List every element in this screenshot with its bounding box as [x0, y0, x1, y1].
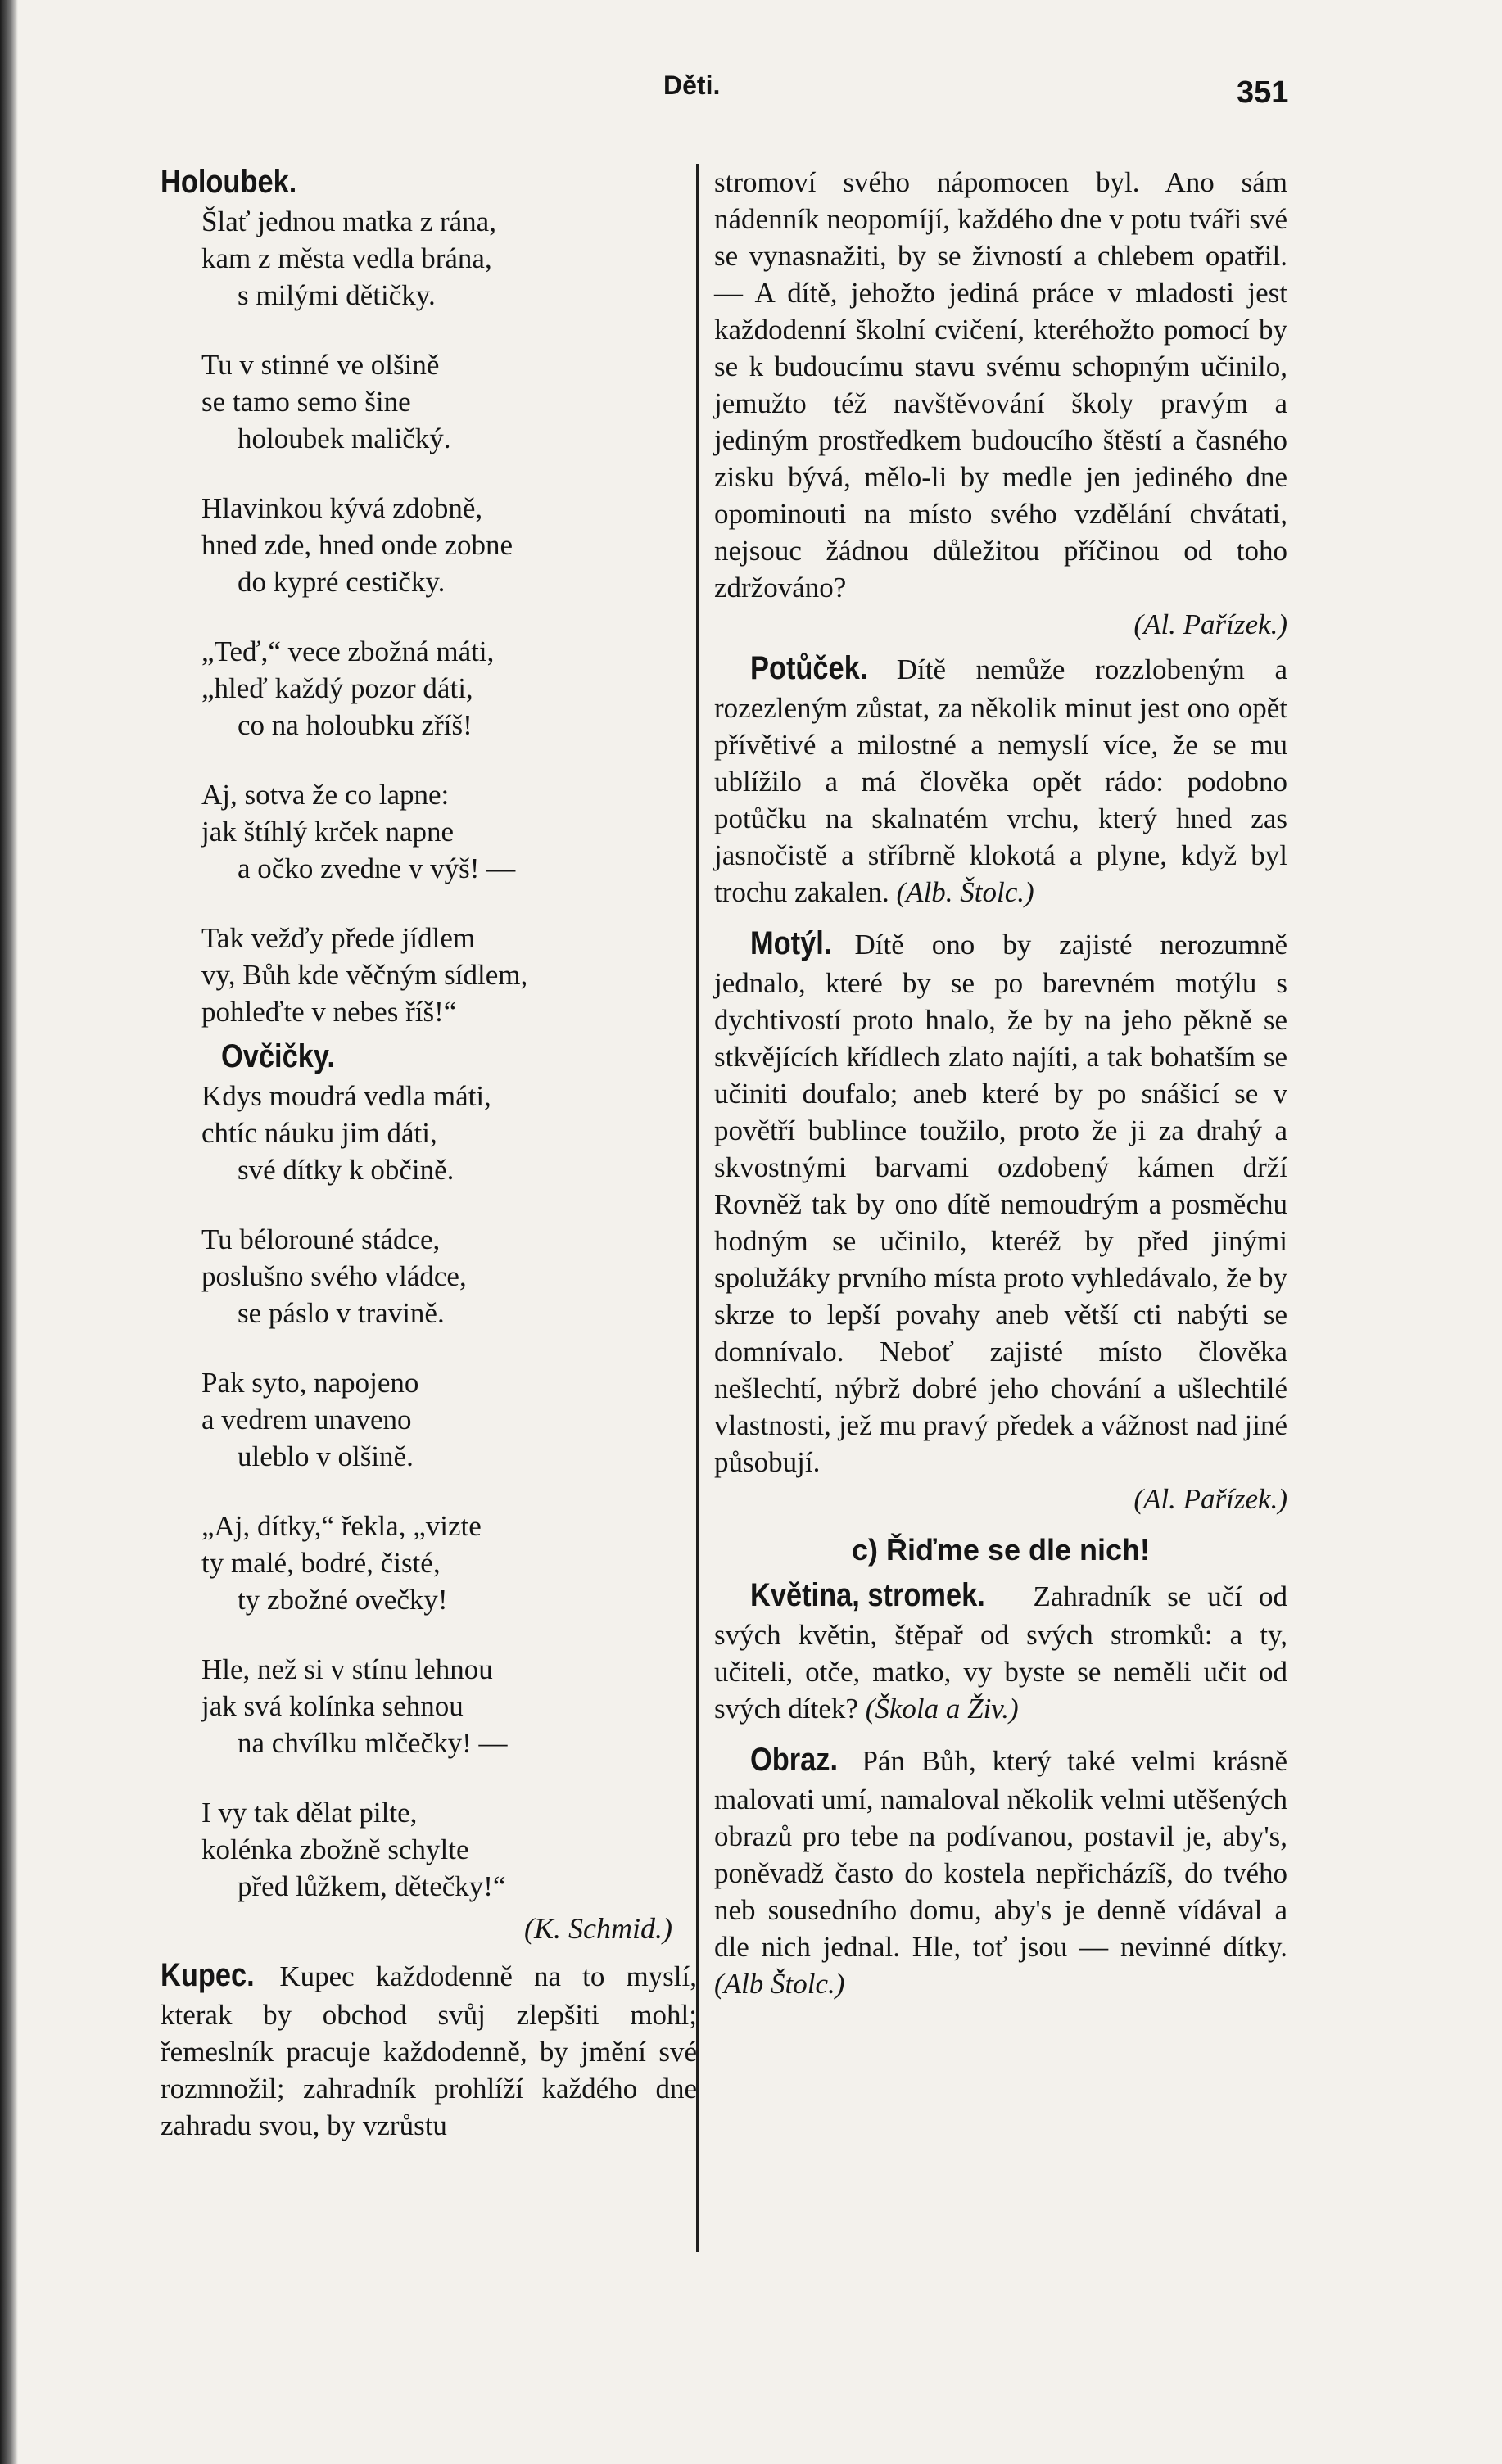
paragraph-text: Dítě nemůže rozzlobeným a rozezleným zůstat, za několik minut jest ono opět přívětivé a milostné a nemyslí více, že se mu ublížilo a má člověka opět rádo: podobno potůčku na skalnatém vrchu, který hned zas jasnočistě a stříbrně klokotá a plyne, když byl trochu zakalen. — [714, 653, 1287, 908]
paragraph-continuation — [714, 164, 1287, 606]
paragraph-text: Kupec každodenně na to myslí, kterak by obchod svůj zlepšiti mohl; řemeslník pracuje každodenně, by jmění své rozmnožil; zahradník prohlíží každého dne zahradu svou, by vzrůstu — [161, 1960, 697, 2141]
paragraph-text: stromoví svého nápomocen byl. Ano sám nádenník neopomíjí, každého dne v potu tváři své se vynasnažiti, by se živností a chlebem opatřil. — A dítě, jehožto jediná práce v mladosti jest každodenní školní cvičení, kteréhožto pomocí by se k budoucímu stavu svému schopným učinilo, jemužto též navštěvování školy pravým a jediným prostředkem budoucího štěstí a časného zisku bývá, mělo-li by medle jen jediného dne opominouti na místo svého vzdělání chvátati, nejsouc žádnou důležitou příčinou od toho zdržováno? — [714, 166, 1287, 604]
stanza — [161, 920, 697, 1030]
poem-title: Ovčičky. — [221, 1038, 335, 1074]
verse-line: a očko zvedne v výš! — — [238, 852, 516, 884]
poem-title: Holoubek. — [161, 164, 297, 200]
verse-line: jak svá kolínka sehnou — [201, 1690, 464, 1722]
verse-line: ty zbožné ovečky! — [238, 1584, 448, 1616]
verse-line: Aj, sotva že co lapne: — [201, 779, 450, 811]
left-column — [161, 160, 697, 2144]
stanza — [161, 1364, 697, 1475]
verse-line: ty malé, bodré, čisté, — [201, 1547, 441, 1579]
stanza — [161, 490, 697, 600]
verse-line: kam z města vedla brána, — [201, 242, 492, 274]
stanza — [161, 1794, 697, 1905]
stanza — [161, 1508, 697, 1618]
poem-holoubek — [161, 160, 697, 1030]
attribution: (Al. Pařízek.) — [1133, 1483, 1287, 1515]
verse-line: na chvílku mlčečky! — — [238, 1727, 508, 1759]
paragraph-kupec — [161, 1954, 697, 2144]
verse-line: Pak syto, napojeno — [201, 1367, 419, 1399]
verse-line: pohleďte v nebes říš!“ — [201, 996, 457, 1028]
verse-line: Hlavinkou kývá zdobně, — [201, 492, 483, 524]
verse-line: co na holoubku zříš! — [238, 709, 473, 741]
section-heading: c) Řiďme se dle nich! — [852, 1533, 1150, 1567]
stanza — [161, 1651, 697, 1761]
verse-line: se páslo v travině. — [238, 1297, 445, 1329]
verse-line: Tu bélorouné stádce, — [201, 1223, 441, 1255]
right-column — [714, 164, 1287, 2002]
attribution: (Alb. Štolc.) — [896, 876, 1034, 908]
verse-line: Šlať jednou matka z rána, — [201, 206, 496, 237]
verse-line: poslušno svého vládce, — [201, 1260, 467, 1292]
verse-line: a vedrem unaveno — [201, 1404, 412, 1435]
verse-line: své dítky k občině. — [238, 1154, 455, 1186]
page-number: 351 — [1237, 75, 1289, 110]
verse-line: kolénka zbožně schylte — [201, 1833, 469, 1865]
verse-line: do kypré cestičky. — [238, 566, 446, 598]
running-header: Děti. — [663, 70, 721, 100]
paragraph-text: Dítě ono by zajisté nerozumně jednalo, které by se po barevném motýlu s dychtivostí proto hnalo, že by na jeho pěkně se stkvějících křídlech zlato najíti, a tak bohatším se učiniti doufalo; aneb které by po snášicí se v povětří bublince toužilo, proto že ji za drahý a skvostnými barvami ozdobený kámen drží Rovněž tak by ono dítě nemoudrým a posměchu hodným se učinilo, kteréž by před jinými spolužáky prvního místa proto vyhledávalo, že by skrze to lepší povahy aneb větší cti nabýti se domnívalo. Neboť zajisté místo člověka nešlechtí, nýbrž dobré jeho chování a ušlechtilé vlastnosti, jež mu pravý předek a vážnost nad jiné působují. — [714, 929, 1287, 1478]
verse-line: se tamo semo šine — [201, 386, 411, 418]
stanza — [161, 346, 697, 457]
paragraph-heading: Motýl. — [750, 925, 832, 961]
stanza — [161, 633, 697, 744]
paragraph-potucek — [714, 647, 1287, 911]
poem-ovcicky — [161, 1035, 697, 1949]
stanza — [161, 1078, 697, 1188]
verse-line: chtíc náuku jim dáti, — [201, 1117, 437, 1149]
verse-line: Kdys moudrá vedla máti, — [201, 1080, 491, 1112]
paragraph-obraz — [714, 1738, 1287, 2002]
paragraph-text: Zahradník se učí od svých květin, štěpař od svých stromků: a ty, učiteli, otče, matko, vy byste se neměli učit od svých dítek? — [714, 1580, 1287, 1725]
verse-line: hned zde, hned onde zobne — [201, 529, 513, 561]
verse-line: před lůžkem, dětečky!“ — [238, 1870, 506, 1902]
attribution: (Al. Pařízek.) — [1133, 608, 1287, 640]
paragraph-heading: Potůček. — [750, 650, 868, 686]
verse-line: Tu v stinné ve olšině — [201, 349, 440, 381]
paragraph-heading: Květina, stromek. — [750, 1577, 985, 1613]
verse-line: Tak vežďy přede jídlem — [201, 922, 476, 954]
verse-line: „Aj, dítky,“ řekla, „vizte — [201, 1510, 482, 1542]
verse-line: jak štíhlý krček napne — [201, 816, 455, 848]
paragraph-heading: Obraz. — [750, 1742, 839, 1778]
verse-line: I vy tak dělat pilte, — [201, 1797, 418, 1829]
paragraph-motyl — [714, 922, 1287, 1481]
attribution: (K. Schmid.) — [524, 1912, 672, 1945]
paragraph-text: Pán Bůh, který také velmi krásně malovati umí, namaloval několik velmi utěšených obrazů pro tebe na podívanou, postavil je, aby's, poněvadž často do kostela nepřicházíš, do tvého neb sousedního domu, aby's je denně vídával a dle nich jednal. Hle, toť jsou — nevinné dítky. — [714, 1745, 1287, 1963]
verse-line: Hle, než si v stínu lehnou — [201, 1653, 493, 1685]
stanza — [161, 1221, 697, 1331]
verse-line: „hleď každý pozor dáti, — [201, 672, 473, 704]
paragraph-heading: Kupec. — [161, 1957, 255, 1993]
verse-line: holoubek maličký. — [238, 423, 451, 454]
verse-line: vy, Bůh kde věčným sídlem, — [201, 959, 528, 991]
verse-line: „Teď,“ vece zbožná máti, — [201, 635, 495, 667]
verse-line: s milými dětičky. — [238, 279, 436, 311]
verse-line: uleblo v olšině. — [238, 1440, 414, 1472]
page-binding-edge — [0, 0, 18, 2464]
paragraph-kvetina — [714, 1574, 1287, 1727]
stanza — [161, 203, 697, 314]
stanza — [161, 776, 697, 887]
attribution: (Alb Štolc.) — [714, 1968, 845, 2000]
attribution: (Škola a Živ.) — [865, 1693, 1019, 1725]
